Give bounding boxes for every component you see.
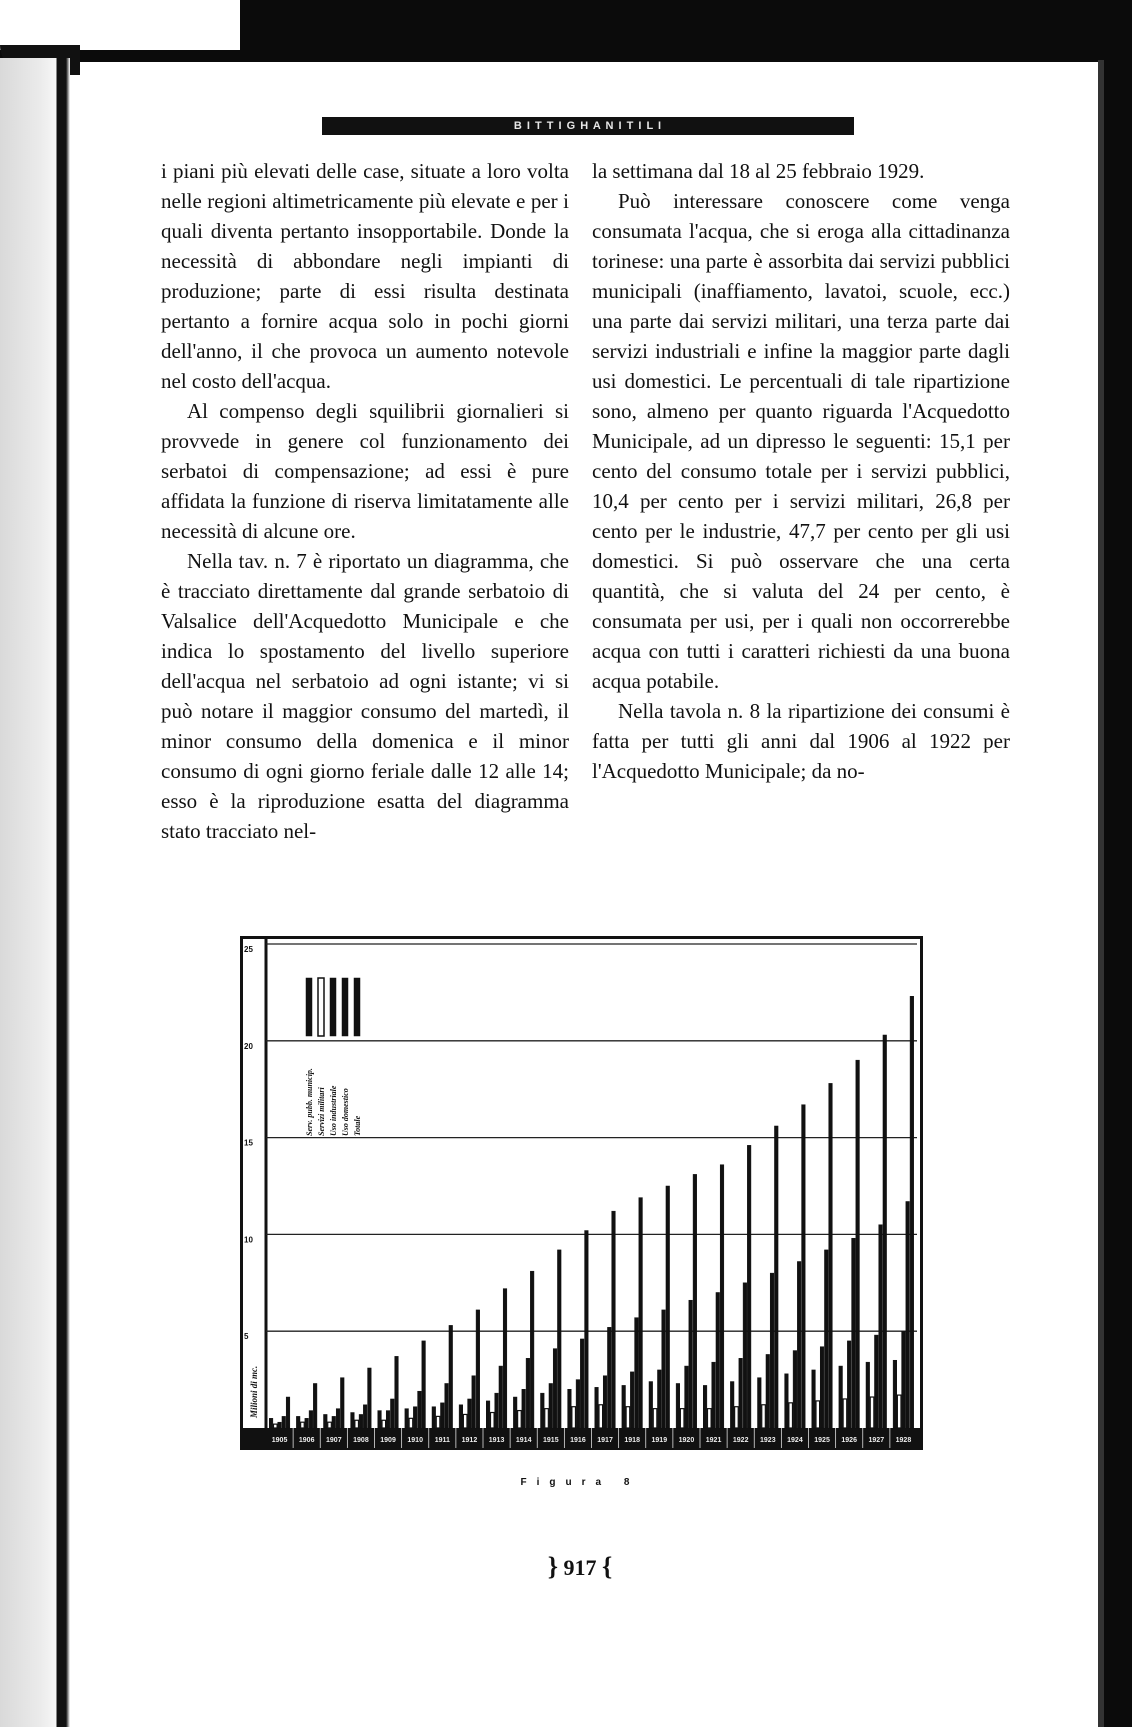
bar-1-1911: [436, 1416, 440, 1428]
bar-0-1905: [269, 1418, 273, 1428]
bar-0-1910: [405, 1409, 409, 1428]
bar-2-1911: [440, 1403, 444, 1428]
bar-4-1912: [476, 1310, 480, 1428]
x-tick-label: 1918: [624, 1437, 640, 1444]
bar-4-1914: [530, 1271, 534, 1428]
bar-1-1917: [599, 1405, 603, 1428]
bar-4-1916: [585, 1231, 589, 1428]
bar-4-1921: [720, 1165, 724, 1428]
bar-2-1926: [847, 1341, 851, 1428]
bar-2-1920: [685, 1366, 689, 1428]
x-tick-label: 1928: [895, 1437, 912, 1444]
scan-top-left-paper: [0, 0, 240, 50]
bar-0-1919: [649, 1382, 653, 1428]
bar-1-1928: [897, 1395, 901, 1428]
legend-label-0: Serv. pubb. municip.: [305, 1068, 314, 1136]
bar-0-1921: [703, 1385, 707, 1428]
bar-4-1920: [693, 1174, 697, 1428]
bar-1-1927: [870, 1397, 874, 1428]
bar-2-1928: [902, 1331, 906, 1428]
bar-2-1919: [657, 1370, 661, 1428]
bar-2-1914: [522, 1389, 526, 1428]
x-tick-label: 1916: [570, 1437, 586, 1444]
bar-3-1915: [553, 1349, 557, 1428]
bar-2-1923: [766, 1354, 770, 1428]
legend-swatch-4: [354, 978, 360, 1036]
legend-swatch-1: [318, 978, 324, 1036]
bar-3-1906: [309, 1411, 313, 1428]
y-tick-label: 20: [244, 1041, 253, 1051]
bar-4-1908: [368, 1368, 372, 1428]
bar-3-1907: [336, 1409, 340, 1428]
bar-2-1916: [576, 1380, 580, 1428]
bar-1-1914: [518, 1411, 522, 1428]
bar-2-1921: [712, 1362, 716, 1428]
scan-right-shadow: [1098, 60, 1104, 1727]
bar-2-1909: [386, 1411, 390, 1428]
legend-swatch-3: [342, 978, 348, 1036]
bar-3-1909: [390, 1399, 394, 1428]
bar-3-1914: [526, 1358, 530, 1428]
bar-4-1924: [802, 1105, 806, 1428]
legend-swatch-2: [330, 978, 336, 1036]
x-tick-label: 1911: [434, 1437, 450, 1444]
bar-0-1922: [730, 1382, 734, 1428]
bar-1-1907: [328, 1422, 332, 1428]
bar-3-1918: [635, 1318, 639, 1428]
bar-1-1918: [626, 1407, 630, 1428]
bar-1-1915: [545, 1409, 549, 1428]
bar-2-1922: [739, 1358, 743, 1428]
bar-0-1923: [758, 1378, 762, 1428]
scan-right-border: [1103, 0, 1132, 1727]
page-ornament-right: {: [602, 1552, 613, 1581]
right-paragraph-1: la settimana dal 18 al 25 febbraio 1929.: [592, 159, 925, 183]
bar-1-1925: [816, 1401, 820, 1428]
bar-3-1924: [797, 1262, 801, 1428]
bar-1-1905: [273, 1424, 277, 1428]
bar-4-1909: [395, 1356, 399, 1428]
bar-1-1924: [789, 1403, 793, 1428]
bar-3-1912: [472, 1376, 476, 1428]
x-tick-label: 1905: [271, 1437, 288, 1444]
bar-0-1916: [568, 1389, 572, 1428]
bar-1-1908: [355, 1420, 359, 1428]
bar-2-1907: [332, 1416, 336, 1428]
x-tick-label: 1927: [868, 1437, 885, 1444]
page-number: 917: [563, 1555, 597, 1580]
bar-1-1919: [653, 1409, 657, 1428]
bar-0-1915: [541, 1393, 545, 1428]
bar-0-1918: [622, 1385, 626, 1428]
bar-0-1928: [893, 1360, 897, 1428]
bar-0-1917: [595, 1387, 599, 1428]
bar-4-1910: [422, 1341, 426, 1428]
bar-3-1911: [445, 1383, 449, 1428]
bar-3-1910: [418, 1391, 422, 1428]
bar-0-1927: [866, 1362, 870, 1428]
y-axis-label: Milioni di mc.: [249, 1365, 259, 1418]
chart-svg: [240, 936, 923, 1450]
x-tick-label: 1917: [597, 1437, 613, 1444]
bar-1-1922: [735, 1407, 739, 1428]
bar-0-1909: [378, 1411, 382, 1428]
bar-3-1919: [662, 1310, 666, 1428]
bar-3-1905: [282, 1416, 286, 1428]
bar-0-1913: [486, 1401, 490, 1428]
legend-label-3: Uso domestico: [341, 1088, 350, 1136]
x-tick-label: 1922: [732, 1437, 749, 1444]
x-tick-label: 1921: [705, 1437, 722, 1444]
bar-4-1922: [747, 1145, 751, 1428]
bar-4-1919: [666, 1186, 670, 1428]
bar-4-1915: [557, 1250, 561, 1428]
page-number-block: [520, 1552, 640, 1582]
bar-2-1905: [278, 1422, 282, 1428]
bar-4-1913: [503, 1289, 507, 1428]
left-paragraph-1: i piani più elevati delle case, situate a loro volta nelle regioni altimetricamente più elevate e per i quali diventa pertanto insopportabile. Donde la necessità di abbondare negli impianti di produzione; parte di essi risulta destinata pertanto a fornire acqua solo in pochi giorni dell'anno, il che provoca un aumento notevole nel costo dell'acqua.: [161, 159, 569, 393]
bar-0-1926: [839, 1366, 843, 1428]
bar-0-1912: [459, 1405, 463, 1428]
x-tick-label: 1919: [651, 1437, 668, 1444]
bar-2-1917: [603, 1376, 607, 1428]
bar-1-1920: [680, 1409, 684, 1428]
bar-2-1924: [793, 1351, 797, 1428]
running-head-text: B I T T I G H A N I T I L I: [513, 120, 663, 132]
bar-3-1923: [770, 1273, 774, 1428]
legend-label-4: Totale: [353, 1115, 362, 1136]
x-tick-label: 1914: [515, 1437, 532, 1444]
bar-4-1927: [883, 1035, 887, 1428]
bar-2-1910: [413, 1407, 417, 1428]
right-paragraph-2: Può interessare conoscere come venga consumata l'acqua, che si eroga alla cittadinanza torinese: una parte è assorbita dai servizi pubblici municipali (inaffiamento, lavatoi, scuole, ecc.) una parte dai servizi militari, una terza parte dai servizi industriali e infine la maggior parte dagli usi domestici. Le percentuali di tale ripartizione sono, almeno per quanto riguarda l'Acquedotto Municipale, ad un dipresso le seguenti: 15,1 per cento del consumo totale per i servizi pubblici, 10,4 per cento per i servizi militari, 26,8 per cento per le industrie, 47,7 per cento per gli usi domestici. Si può osservare che una certa quantità, che si valuta del 24 per cento, è consumata per usi, per i quali non occorrerebbe acqua con tutti i caratteri richiesti da una buona acqua potabile.: [592, 189, 1010, 693]
bar-4-1928: [910, 996, 914, 1428]
bar-3-1908: [363, 1405, 367, 1428]
bar-1-1909: [382, 1420, 386, 1428]
x-tick-label: 1908: [353, 1437, 369, 1444]
bar-1-1910: [409, 1418, 413, 1428]
running-head: [322, 117, 854, 135]
bar-4-1905: [286, 1397, 290, 1428]
bar-1-1906: [301, 1422, 305, 1428]
bar-4-1911: [449, 1325, 453, 1428]
bar-0-1911: [432, 1407, 436, 1428]
bar-1-1923: [762, 1405, 766, 1428]
bar-2-1906: [305, 1418, 309, 1428]
bar-4-1917: [612, 1211, 616, 1428]
bar-3-1921: [716, 1292, 720, 1428]
bar-1-1926: [843, 1399, 847, 1428]
x-tick-label: 1924: [787, 1437, 803, 1444]
left-paragraph-3: Nella tav. n. 7 è riportato un diagramma, che è tracciato direttamente dal grande serbatoio di Valsalice dell'Acquedotto Municipale e che indica lo spostamento del livello superiore dell'acqua nel serbatoio ad ogni istante; vi si può notare il maggior consumo del martedì, il minor consumo della domenica e il minor consumo di ogni giorno feriale dalle 12 alle 14; esso è la riproduzione esatta del diagramma stato tracciato nel-: [161, 549, 569, 843]
x-tick-label: 1912: [461, 1437, 478, 1444]
consumption-chart: [240, 936, 923, 1450]
x-tick-label: 1923: [760, 1437, 776, 1444]
bar-4-1918: [639, 1198, 643, 1428]
bar-4-1906: [313, 1383, 317, 1428]
x-tick-label: 1910: [407, 1437, 423, 1444]
bar-3-1928: [906, 1201, 910, 1428]
y-tick-label: 15: [244, 1138, 253, 1148]
bar-3-1917: [607, 1327, 611, 1428]
bar-2-1912: [468, 1399, 472, 1428]
bar-4-1925: [829, 1083, 833, 1428]
x-tick-label: 1920: [678, 1437, 695, 1444]
y-tick-label: 25: [244, 945, 253, 954]
legend-label-2: Uso industriale: [329, 1085, 338, 1136]
bar-3-1916: [580, 1339, 584, 1428]
x-tick-label: 1906: [298, 1437, 315, 1444]
bar-1-1913: [490, 1413, 494, 1428]
left-paragraph-2: Al compenso degli squilibrii giornalieri si provvede in genere col funzionamento dei serbatoi di compensazione; ad essi è pure affidata la funzione di riserva limitatamente alle necessità di alcune ore.: [161, 399, 569, 543]
x-tick-label: 1913: [488, 1437, 505, 1444]
bar-3-1913: [499, 1366, 503, 1428]
legend-swatch-0: [306, 978, 312, 1036]
y-tick-label: 10: [244, 1235, 253, 1245]
bar-2-1918: [630, 1372, 634, 1428]
bar-0-1924: [785, 1374, 789, 1428]
bar-3-1926: [852, 1238, 856, 1428]
x-tick-label: 1926: [841, 1437, 857, 1444]
bar-4-1923: [774, 1126, 778, 1428]
scan-left-border: [0, 58, 70, 1727]
figure-caption: Figura 8: [520, 1477, 640, 1488]
bar-0-1907: [324, 1414, 328, 1428]
bar-1-1921: [707, 1409, 711, 1428]
bar-2-1927: [874, 1335, 878, 1428]
right-paragraph-3: Nella tavola n. 8 la ripartizione dei consumi è fatta per tutti gli anni dal 1906 al 1922 per l'Acquedotto Municipale; da no-: [592, 699, 1010, 783]
x-tick-label: 1907: [326, 1437, 342, 1444]
bar-2-1915: [549, 1383, 553, 1428]
legend-label-1: Servizi militari: [317, 1087, 326, 1136]
bar-3-1922: [743, 1283, 747, 1428]
bar-0-1920: [676, 1383, 680, 1428]
bar-1-1912: [463, 1414, 467, 1428]
x-tick-label: 1915: [543, 1437, 559, 1444]
x-tick-label: 1925: [814, 1437, 830, 1444]
bar-0-1925: [812, 1370, 816, 1428]
bar-4-1907: [340, 1378, 344, 1428]
bar-3-1920: [689, 1300, 693, 1428]
bar-2-1925: [820, 1347, 824, 1428]
bar-2-1913: [495, 1393, 499, 1428]
bar-3-1927: [879, 1225, 883, 1428]
right-column: [592, 156, 1010, 786]
bar-3-1925: [824, 1250, 828, 1428]
x-tick-label: 1909: [380, 1437, 396, 1444]
page-ornament-left: }: [547, 1552, 558, 1581]
bar-0-1908: [351, 1413, 355, 1428]
bar-1-1916: [572, 1407, 576, 1428]
bar-4-1926: [856, 1060, 860, 1428]
y-tick-label: 5: [244, 1332, 249, 1342]
bar-0-1914: [513, 1397, 517, 1428]
bar-0-1906: [296, 1416, 300, 1428]
bar-2-1908: [359, 1414, 363, 1428]
left-column: [161, 156, 569, 846]
